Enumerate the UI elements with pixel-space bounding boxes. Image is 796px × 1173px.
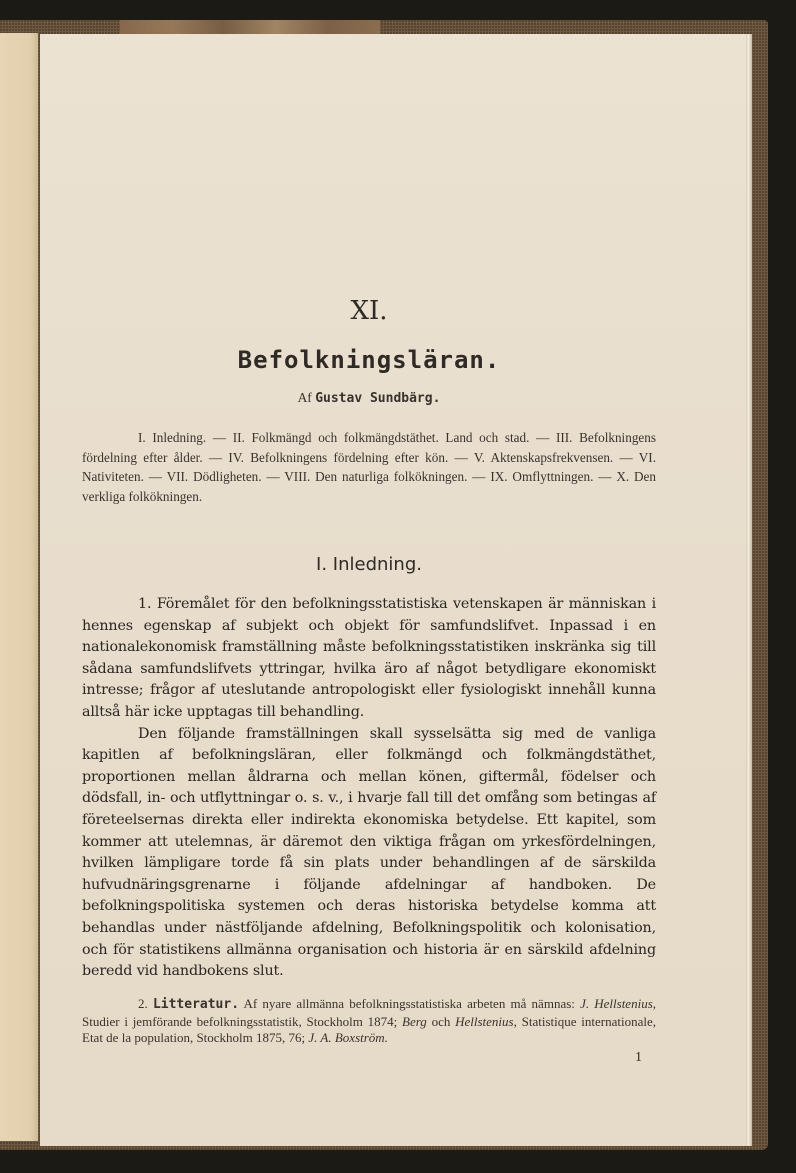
note-label: Litteratur. [152, 997, 240, 1012]
section-heading: I. Inledning. [316, 554, 422, 575]
author-line [82, 390, 656, 406]
reference-author: Hellstenius, [455, 1013, 517, 1029]
chapter-title: Befolkningsläran. [237, 346, 501, 374]
chapter-table-of-contents: I. Inledning. — II. Folkmängd och folkmängdstäthet. Land och stad. — III. Befolkningens fördelning efter ålder. — IV. Befolkningens fördelning efter kön. — V. Aktenskapsfrekvensen. — VI. Nativiteten. — VII. Dödligheten. — VIII. Den naturliga folkökningen. — IX. Omflyttningen. — X. Den verkliga folkökningen. [82, 430, 656, 504]
page-stack-edge [746, 34, 752, 1146]
chapter-number: XI. [350, 296, 388, 326]
facing-page-edge [0, 33, 38, 1141]
paragraph: 1. Föremålet för den befolkningsstatistiska vetenskapen är människan i hennes egenskap af subjekt och objekt för samfundslifvet. Inpassad i en nationalekonomisk framställning måste befolkningsstatistiken inskränka sig till sådana samfundslifvets yttringar, hvilka äro af något betydligare ekonomiskt intresse; frågor af uteslutande antropologiskt eller fysiologiskt innehåll kunna alltså här icke upptagas till behandling. [82, 596, 656, 720]
reference-author: J. Hellstenius, [580, 996, 657, 1011]
page-number: 1 [635, 1050, 642, 1065]
reference-author: J. A. Boxström. [308, 1030, 388, 1045]
note-text: och [426, 1013, 456, 1029]
paragraph: Den följande framställningen skall sysselsätta sig med de vanliga kapitlen af befolkningsläran, eller folkmängd och folkmängdstäthet, proportionen mellan åldrarna och mellan könen, giftermål, födelser och dödsfall, in- och utflyttningar o. s. v., i hvarje fall till det omfång som betingas af företeelsernas direkta eller indirekta ekonomiska betydelse. Ett kapitel, som kommer att utelemnas, är däremot den viktiga frågan om yrkesfördelningen, hvilken lämpligare torde få sin plats under behandlingen af de särskilda hufvudnäringsgrenarne i följande afdelningar af handboken. De befolkningspolitiska systemen och deras historiska betydelse komma att behandlas under nästföljande afdelning, Befolkningspolitik och kolonisation, och för statistikens allmänna organisation och historia är en särskild afdelning beredd vid handbokens slut. [82, 725, 656, 980]
reference-author: Berg [402, 1013, 427, 1029]
body-text [82, 594, 656, 983]
note-number: 2. [138, 996, 148, 1011]
literature-paragraph [82, 996, 656, 1047]
author-name: Gustav Sundbärg. [315, 391, 441, 406]
note-text: Statistique internationale, Etat de la population, Stockholm 1875, 76; [82, 1013, 657, 1045]
book-cover-marbled-edge [120, 20, 380, 34]
book-page [40, 34, 746, 1146]
author-prefix: Af [297, 390, 312, 405]
note-text: Studier i jemförande befolkningsstatistik, Stockholm 1874; [82, 1013, 402, 1029]
literature-note [82, 996, 656, 1047]
note-text: Af nyare allmänna befolkningsstatistiska arbeten må nämnas: [239, 996, 581, 1011]
